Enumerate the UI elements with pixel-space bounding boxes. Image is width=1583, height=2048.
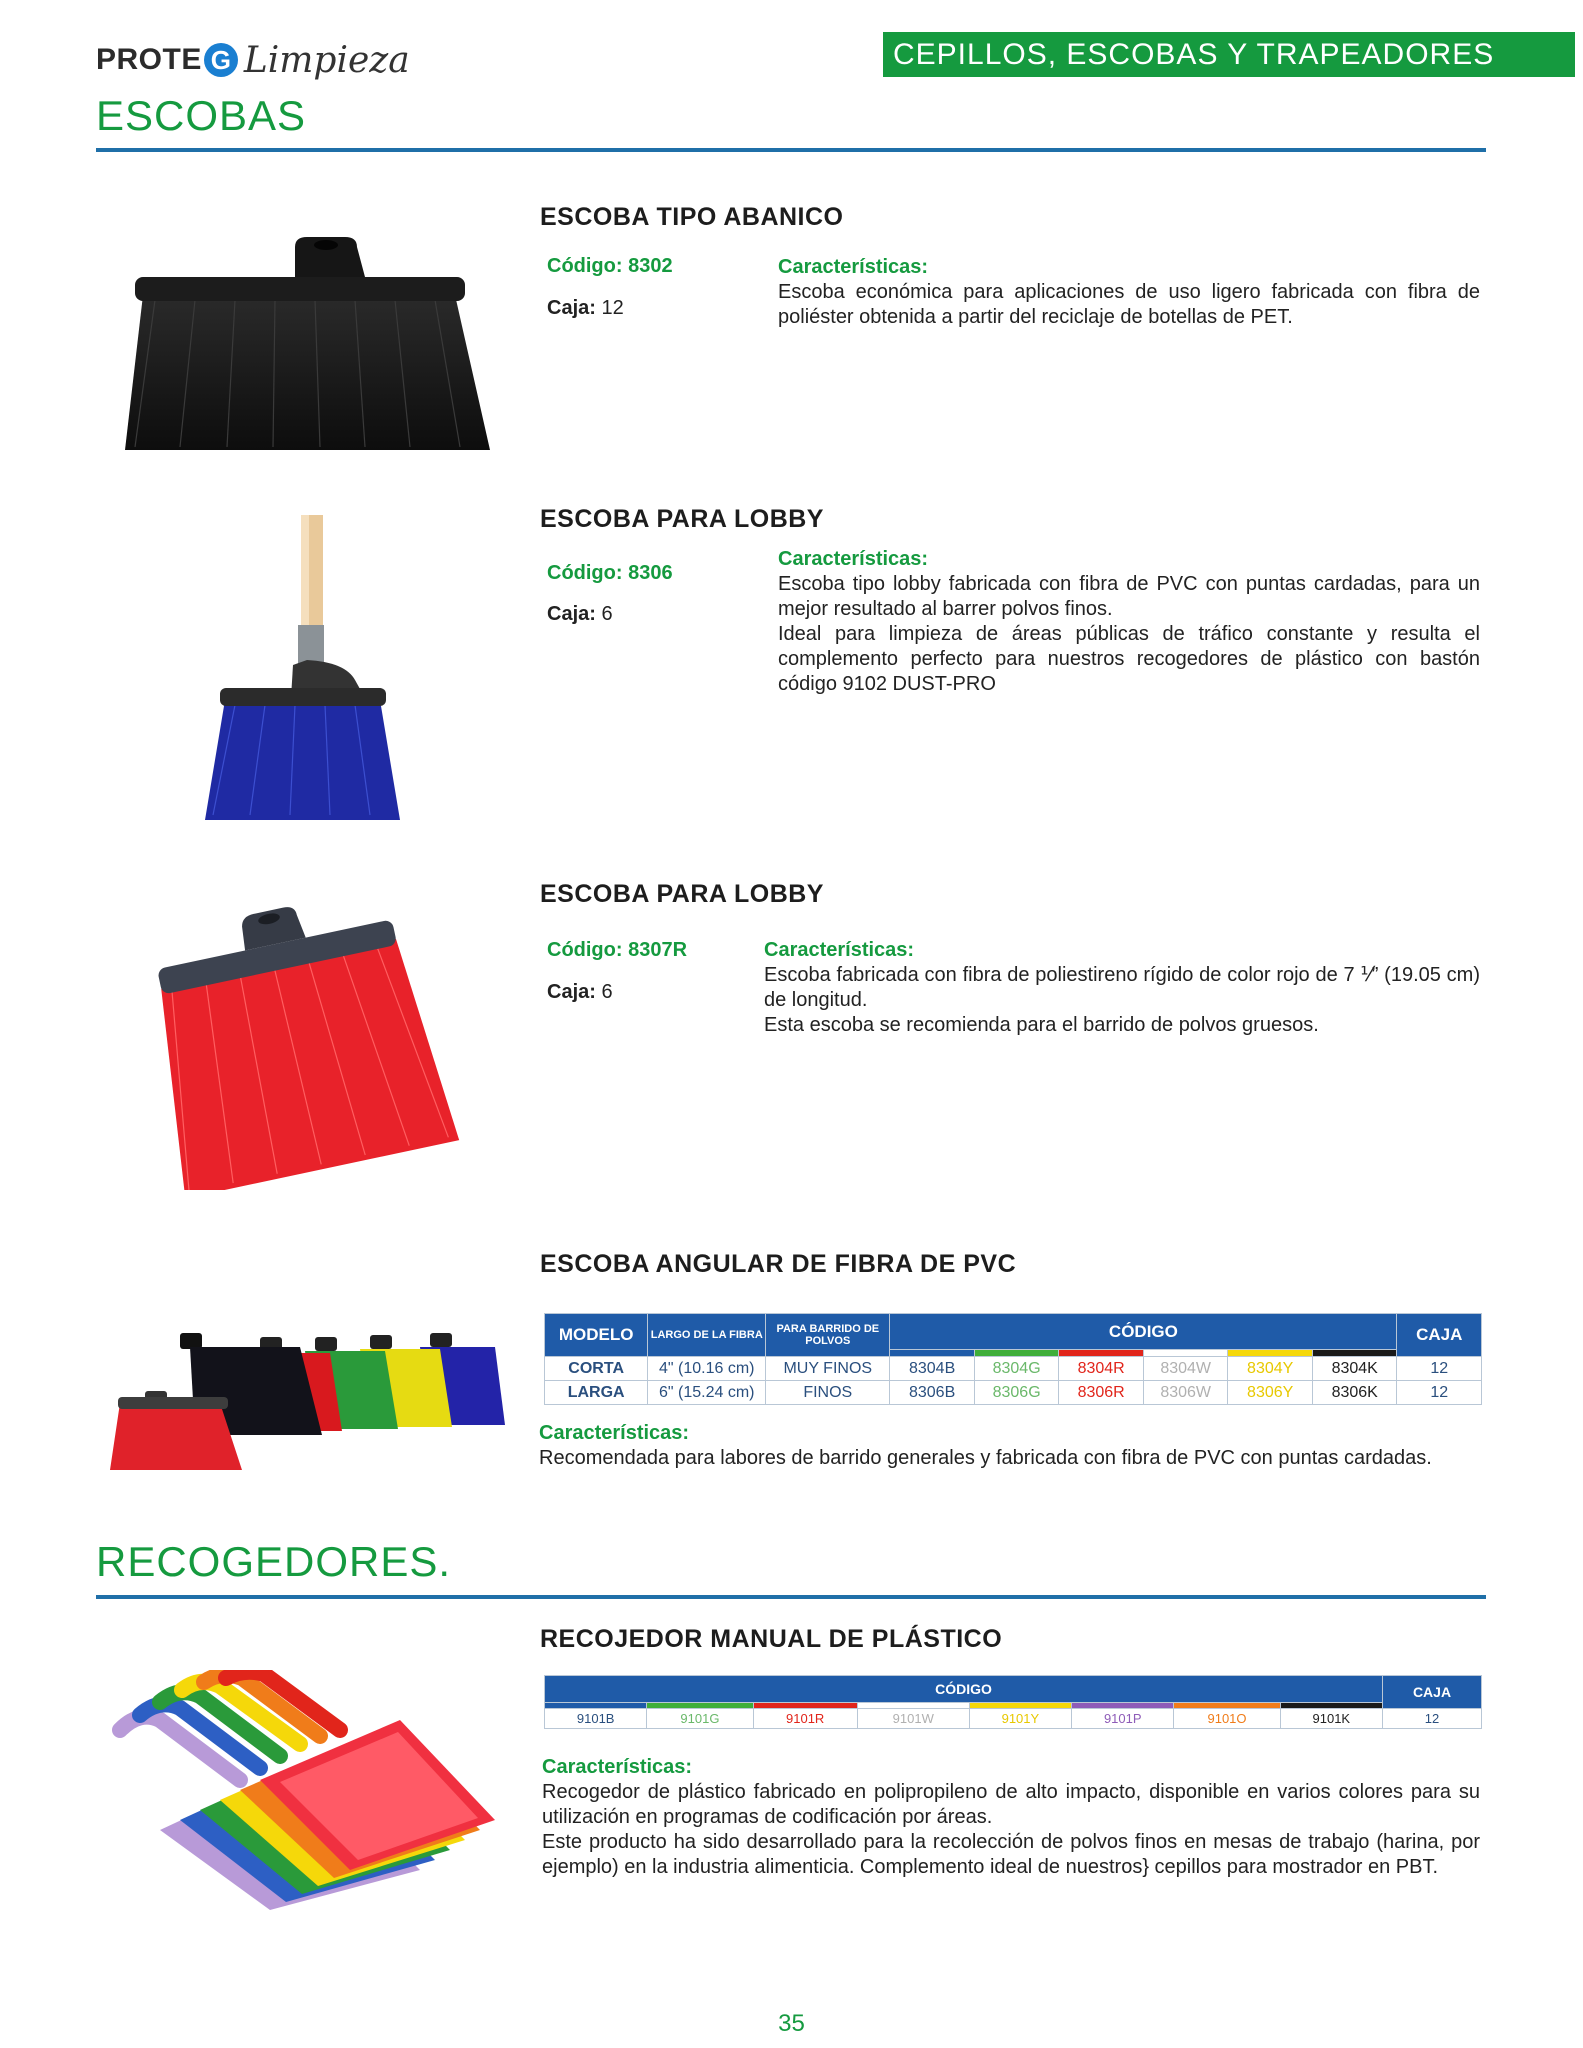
col-codigo: CÓDIGO [890, 1314, 1397, 1350]
caja-label: Caja: [547, 297, 596, 319]
cell-code: 9101G [647, 1709, 753, 1729]
logo-limpieza-text: Limpieza [243, 39, 410, 81]
cell-modelo: LARGA [545, 1381, 648, 1405]
cell-code: 9101W [857, 1709, 969, 1729]
section-title-escobas: ESCOBAS [96, 92, 307, 139]
cell-code: 8306K [1312, 1381, 1397, 1405]
col-caja: CAJA [1383, 1676, 1482, 1709]
cell-modelo: CORTA [545, 1357, 648, 1381]
cell-code: 9101P [1072, 1709, 1174, 1729]
product-code: Código: 8306 [547, 562, 673, 584]
dustpan-set-image [100, 1670, 530, 1925]
product-code: Código: 8302 [547, 255, 673, 277]
cell-caja: 12 [1397, 1381, 1482, 1405]
caja-value: 6 [595, 981, 613, 1003]
cell-largo: 4" (10.16 cm) [648, 1357, 766, 1381]
col-largo: LARGO DE LA FIBRA [648, 1314, 766, 1357]
cell-caja: 12 [1383, 1709, 1482, 1729]
product-caja [547, 603, 613, 626]
color-swatch-blue [890, 1350, 975, 1357]
category-band: CEPILLOS, ESCOBAS Y TRAPEADORES [883, 32, 1575, 77]
features-text [778, 280, 1480, 330]
features-label: Características: [778, 548, 929, 570]
features-label: Características: [539, 1422, 690, 1444]
cell-code: 9101O [1174, 1709, 1280, 1729]
caja-label: Caja: [547, 603, 596, 625]
broom-lobby-blue-image [195, 510, 415, 828]
cell-code: 9101K [1280, 1709, 1382, 1729]
caja-label: Caja: [547, 981, 596, 1003]
product-caja [547, 297, 624, 320]
cell-code: 8306R [1059, 1381, 1144, 1405]
features-label: Características: [778, 256, 929, 278]
cell-barrido: FINOS [766, 1381, 890, 1405]
cell-code: 8304G [974, 1357, 1059, 1381]
color-swatch-green [974, 1350, 1059, 1357]
product-title-lobby-red: ESCOBA PARA LOBBY [540, 880, 824, 908]
color-swatch-red [1059, 1350, 1144, 1357]
section-divider [96, 1595, 1486, 1599]
cell-code: 8304W [1143, 1357, 1228, 1381]
cell-code: 8306G [974, 1381, 1059, 1405]
features-paragraph: Recomendada para labores de barrido generales y fabricada con fibra de PVC con puntas cardadas. [539, 1447, 1432, 1469]
product-caja [547, 981, 613, 1004]
product-title-lobby: ESCOBA PARA LOBBY [540, 505, 824, 533]
broom-angular-set-image [100, 1325, 520, 1475]
product-code: Código: 8307R [547, 939, 688, 961]
broom-lobby-red-image [135, 900, 475, 1190]
cell-code: 8304Y [1228, 1357, 1313, 1381]
logo-prote-text: PROTE [96, 43, 202, 76]
features-paragraph: Este producto ha sido desarrollado para la recolección de polvos finos en mesas de trabajo (harina, por ejemplo) en la industria alimenticia. Complemento ideal de nuestros} cepillos para mostrador en PBT. [542, 1831, 1480, 1878]
features-text [542, 1780, 1480, 1880]
features-label: Características: [542, 1756, 693, 1778]
cell-caja: 12 [1397, 1357, 1482, 1381]
col-modelo: MODELO [545, 1314, 648, 1357]
cell-code: 8306W [1143, 1381, 1228, 1405]
product-title-recojedor: RECOJEDOR MANUAL DE PLÁSTICO [540, 1625, 1003, 1653]
features-text [539, 1446, 1480, 1471]
features-label: Características: [764, 939, 915, 961]
cell-code: 8306B [890, 1381, 975, 1405]
features-paragraph: Escoba tipo lobby fabricada con fibra de PVC con puntas cardadas, para un mejor resultado al barrer polvos finos. [778, 573, 1480, 620]
section-divider [96, 148, 1486, 152]
color-swatch-black [1312, 1350, 1397, 1357]
features-paragraph: Ideal para limpieza de áreas públicas de tráfico constante y resulta el complemento perfecto para nuestros recogedores de plástico con bastón código 9102 DUST-PRO [778, 623, 1480, 695]
features-paragraph: Escoba fabricada con fibra de poliestireno rígido de color rojo de 7 ⅟” (19.05 cm) de longitud. [764, 964, 1480, 1011]
product-title-angular: ESCOBA ANGULAR DE FIBRA DE PVC [540, 1250, 1017, 1278]
features-paragraph: Recogedor de plástico fabricado en polipropileno de alto impacto, disponible en varios colores para su utilización en programas de codificación por áreas. [542, 1781, 1480, 1828]
color-swatch-yellow [1228, 1350, 1313, 1357]
table-row [545, 1357, 1482, 1381]
broom-fan-image [115, 225, 505, 465]
cell-code: 8304B [890, 1357, 975, 1381]
table-row [545, 1381, 1482, 1405]
col-codigo: CÓDIGO [545, 1676, 1383, 1703]
cell-code: 9101R [753, 1709, 857, 1729]
angular-spec-table [544, 1313, 1482, 1405]
page-number: 35 [778, 2010, 805, 2037]
features-text [778, 572, 1480, 697]
recogedor-spec-table [544, 1675, 1482, 1729]
col-barrido: PARA BARRIDO DE POLVOS [766, 1314, 890, 1357]
product-title-abanico: ESCOBA TIPO ABANICO [540, 203, 844, 231]
cell-code: 9101B [545, 1709, 647, 1729]
table-row [545, 1709, 1482, 1729]
cell-largo: 6" (15.24 cm) [648, 1381, 766, 1405]
cell-barrido: MUY FINOS [766, 1357, 890, 1381]
col-caja: CAJA [1397, 1314, 1482, 1357]
color-swatch-white [1143, 1350, 1228, 1357]
features-paragraph: Esta escoba se recomienda para el barrido de polvos gruesos. [764, 1014, 1319, 1036]
cell-code: 8304K [1312, 1357, 1397, 1381]
features-paragraph: Escoba económica para aplicaciones de uso ligero fabricada con fibra de poliéster obtenida a partir del reciclaje de botellas de PET. [778, 281, 1480, 328]
cell-code: 9101Y [969, 1709, 1071, 1729]
features-text [764, 963, 1480, 1038]
cell-code: 8304R [1059, 1357, 1144, 1381]
caja-value: 6 [595, 603, 613, 625]
section-title-recogedores: RECOGEDORES. [96, 1538, 452, 1585]
logo-g-icon: G [204, 43, 238, 77]
caja-value: 12 [595, 297, 624, 319]
cell-code: 8306Y [1228, 1381, 1313, 1405]
brand-logo [96, 36, 410, 84]
